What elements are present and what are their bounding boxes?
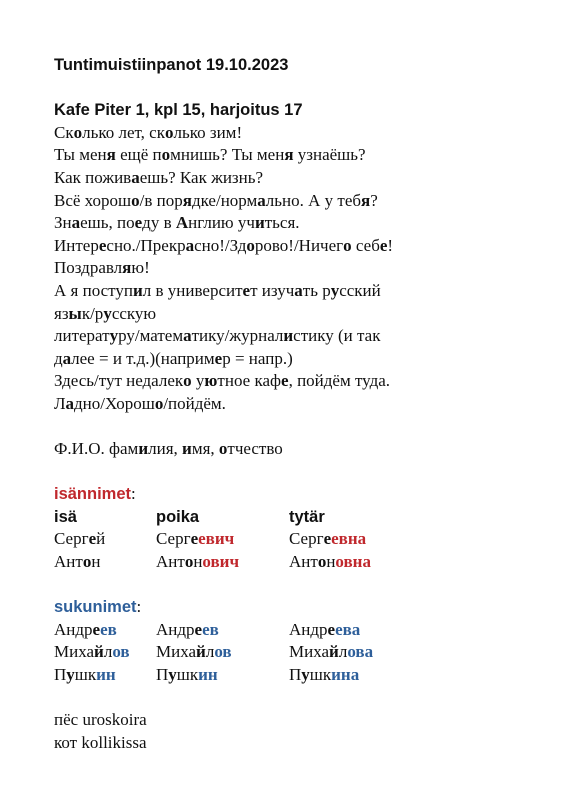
text-segment: д xyxy=(54,348,63,368)
emphasized-text: а xyxy=(185,235,195,255)
text-segment: лько лет, ск xyxy=(82,122,165,142)
emphasized-text: о xyxy=(82,552,92,572)
text-segment: Ск xyxy=(54,122,74,142)
emphasized-text: А xyxy=(175,213,189,233)
emphasized-text: а xyxy=(65,393,75,413)
text-segment: ду в xyxy=(142,213,176,233)
emphasized-text: а xyxy=(257,190,266,210)
emphasized-text: ы xyxy=(68,303,82,323)
emphasized-text: й xyxy=(196,642,206,662)
text-segment: мя, xyxy=(191,439,219,459)
phrase-list xyxy=(54,122,554,416)
text-segment: нглию уч xyxy=(188,213,255,233)
text-segment: узнаёшь? xyxy=(293,145,366,165)
text-segment: Андр xyxy=(156,619,195,639)
text-segment: дке/норм xyxy=(191,190,258,210)
text-segment: тчество xyxy=(227,439,283,459)
text-segment: Мих xyxy=(289,642,322,662)
text-segment: мнишь? Ты мен xyxy=(170,145,285,165)
text-segment: Ант xyxy=(54,552,83,572)
text-segment: лия, xyxy=(148,439,183,459)
text-segment: Ант xyxy=(289,552,318,572)
text-segment: П xyxy=(289,665,302,685)
text-segment: л в университ xyxy=(142,280,243,300)
emphasized-text: овна xyxy=(335,552,371,572)
text-segment: Мих xyxy=(156,642,189,662)
emphasized-text: е xyxy=(281,371,289,391)
text-segment: П xyxy=(54,665,67,685)
emphasized-text: а xyxy=(71,213,81,233)
phrase-line xyxy=(54,393,554,416)
emphasized-text: е xyxy=(98,235,107,255)
emphasized-text: е xyxy=(323,529,332,549)
emphasized-text: ина xyxy=(331,665,360,685)
text-segment: н xyxy=(91,552,101,572)
emphasized-text: о xyxy=(183,371,192,391)
isannimet-heading: isännimet: xyxy=(54,484,136,504)
text-segment: Андр xyxy=(289,619,328,639)
text-segment: /пойдём. xyxy=(163,393,226,413)
phrase-line xyxy=(54,212,554,235)
text-segment: шк xyxy=(74,665,97,685)
emphasized-text: о xyxy=(218,439,228,459)
text-segment: Ты мен xyxy=(54,145,107,165)
table-row xyxy=(54,528,554,551)
text-segment: л xyxy=(338,642,348,662)
phrase-line xyxy=(54,144,554,167)
text-segment: яз xyxy=(54,303,69,323)
emphasized-text: е xyxy=(379,235,388,255)
emphasized-text: а xyxy=(294,280,303,300)
isannimet-header-row xyxy=(54,506,554,529)
emphasized-text: е xyxy=(242,280,251,300)
col-header-tytar: tytär xyxy=(289,507,325,526)
text-segment: /в пор xyxy=(139,190,183,210)
text-segment: ть р xyxy=(302,280,331,300)
emphasized-text: и xyxy=(283,326,294,346)
text-segment: Л xyxy=(54,393,66,413)
table-row xyxy=(54,551,554,574)
emphasized-text: евич xyxy=(198,529,235,549)
phrase-line xyxy=(54,235,554,258)
emphasized-text: ов xyxy=(214,642,232,662)
text-segment: ! xyxy=(387,235,394,255)
text-segment: сский xyxy=(339,280,381,300)
emphasized-text: о xyxy=(317,552,327,572)
emphasized-text: у xyxy=(330,280,340,300)
table-cell xyxy=(289,528,489,551)
text-segment: ться. xyxy=(264,213,300,233)
emphasized-text: ова xyxy=(347,642,374,662)
emphasized-text: и xyxy=(254,213,265,233)
emphasized-text: евна xyxy=(331,529,367,549)
isannimet-table xyxy=(54,528,554,573)
text-segment: Андр xyxy=(54,619,93,639)
vocab-line: кот kollikissa xyxy=(54,732,147,752)
page-title: Tuntimuistiinpanot 19.10.2023 xyxy=(54,56,289,74)
text-segment: р = напр.) xyxy=(222,348,293,368)
emphasized-text: ю xyxy=(204,371,218,391)
text-segment: Поздравл xyxy=(54,258,123,278)
text-segment: н xyxy=(193,552,203,572)
phrase-line xyxy=(54,257,554,280)
text-segment: лько зим! xyxy=(173,122,243,142)
col-header-isa: isä xyxy=(54,507,77,526)
table-cell xyxy=(289,664,489,687)
text-segment: ру/матем xyxy=(118,326,184,346)
emphasized-text: о xyxy=(154,393,164,413)
emphasized-text: я xyxy=(284,145,294,165)
text-segment: литерат xyxy=(54,326,110,346)
text-segment: а xyxy=(86,642,95,662)
table-cell xyxy=(54,641,156,664)
emphasized-text: ева xyxy=(335,619,361,639)
emphasized-text: ев xyxy=(202,619,219,639)
text-segment: ? xyxy=(370,190,378,210)
emphasized-text: е xyxy=(214,348,223,368)
emphasized-text: и xyxy=(132,280,143,300)
emphasized-text: у xyxy=(103,303,112,323)
text-segment: а xyxy=(188,642,197,662)
text-segment: ешь? Как жизнь? xyxy=(139,167,264,187)
text-segment: ю! xyxy=(131,258,150,278)
emphasized-text: у xyxy=(66,665,75,685)
table-cell xyxy=(54,551,156,574)
emphasized-text: о xyxy=(131,190,140,210)
text-segment: Здесь/тут недалек xyxy=(54,371,184,391)
text-segment: л xyxy=(205,642,215,662)
text-segment: Интер xyxy=(54,235,99,255)
text-segment: Ф.И.О. фам xyxy=(54,439,139,459)
col-header-poika: poika xyxy=(156,507,200,526)
emphasized-text: я xyxy=(122,258,132,278)
table-cell xyxy=(54,619,156,642)
text-segment: ешь, по xyxy=(80,213,135,233)
text-segment: тику/журнал xyxy=(191,326,284,346)
table-cell xyxy=(289,551,489,574)
emphasized-text: я xyxy=(361,190,371,210)
vocab-line: пёс uroskoira xyxy=(54,710,147,730)
emphasized-text: я xyxy=(106,145,116,165)
phrase-line xyxy=(54,190,554,213)
text-segment: сно./Прекр xyxy=(106,235,186,255)
lesson-reference: Kafe Piter 1, kpl 15, harjoitus 17 xyxy=(54,101,303,120)
table-row xyxy=(54,641,554,664)
emphasized-text: а xyxy=(62,348,72,368)
document-page xyxy=(54,54,554,754)
emphasized-text: е xyxy=(190,529,199,549)
table-cell xyxy=(289,641,489,664)
text-segment: Ант xyxy=(156,552,185,572)
text-segment: лее = и т.д.)(наприм xyxy=(71,348,215,368)
emphasized-text: ов xyxy=(112,642,130,662)
emphasized-text: е xyxy=(327,619,336,639)
text-segment: П xyxy=(156,665,169,685)
emphasized-text: й xyxy=(329,642,339,662)
table-cell xyxy=(156,619,289,642)
emphasized-text: е xyxy=(92,619,101,639)
text-segment: Зн xyxy=(54,213,72,233)
table-row xyxy=(54,664,554,687)
text-segment: л xyxy=(103,642,113,662)
text-segment: ещё п xyxy=(115,145,162,165)
emphasized-text: е xyxy=(194,619,203,639)
phrase-line xyxy=(54,167,554,190)
emphasized-text: о xyxy=(246,235,255,255)
table-cell xyxy=(54,528,156,551)
phrase-line xyxy=(54,280,554,303)
emphasized-text: е xyxy=(88,529,97,549)
text-segment: , пойдём туда. xyxy=(288,371,391,391)
phrase-line xyxy=(54,370,554,393)
emphasized-text: е xyxy=(134,213,143,233)
emphasized-text: и xyxy=(138,439,149,459)
text-segment: Мих xyxy=(54,642,87,662)
emphasized-text: у xyxy=(109,326,119,346)
text-segment: у xyxy=(191,371,205,391)
text-segment: шк xyxy=(176,665,199,685)
text-segment: рово!/Ничег xyxy=(254,235,344,255)
text-segment: а xyxy=(321,642,330,662)
sukunimet-table xyxy=(54,619,554,687)
emphasized-text: ович xyxy=(202,552,240,572)
text-segment: н xyxy=(326,552,336,572)
text-segment: стику (и так xyxy=(293,326,381,346)
emphasized-text: а xyxy=(131,167,140,187)
text-segment: к/р xyxy=(81,303,104,323)
fio-line xyxy=(54,438,554,461)
text-segment: А я поступ xyxy=(54,280,133,300)
text-segment: Всё хорош xyxy=(54,190,132,210)
emphasized-text: й xyxy=(94,642,104,662)
phrase-line xyxy=(54,303,554,326)
text-segment: шк xyxy=(309,665,332,685)
emphasized-text: и xyxy=(182,439,192,459)
emphasized-text: о xyxy=(73,122,83,142)
table-cell xyxy=(289,619,489,642)
table-cell xyxy=(156,551,289,574)
emphasized-text: ин xyxy=(198,665,218,685)
text-segment: льно. А у теб xyxy=(265,190,362,210)
text-segment: Серг xyxy=(156,529,191,549)
table-cell xyxy=(54,664,156,687)
text-segment: Серг xyxy=(54,529,89,549)
emphasized-text: я xyxy=(182,190,192,210)
emphasized-text: о xyxy=(161,145,171,165)
emphasized-text: ин xyxy=(96,665,116,685)
text-segment: т изуч xyxy=(250,280,295,300)
sukunimet-heading: sukunimet: xyxy=(54,597,142,617)
text-segment: Как пожив xyxy=(54,167,132,187)
phrase-line xyxy=(54,348,554,371)
text-segment: тное каф xyxy=(217,371,282,391)
emphasized-text: а xyxy=(183,326,192,346)
emphasized-text: у xyxy=(301,665,310,685)
table-cell xyxy=(156,528,289,551)
emphasized-text: о xyxy=(164,122,174,142)
emphasized-text: о xyxy=(343,235,352,255)
phrase-line xyxy=(54,325,554,348)
text-segment: сскую xyxy=(111,303,157,323)
text-segment: сно!/Зд xyxy=(194,235,247,255)
text-segment: дно/Хорош xyxy=(74,393,155,413)
phrase-line xyxy=(54,122,554,145)
emphasized-text: у xyxy=(168,665,177,685)
text-segment: Серг xyxy=(289,529,324,549)
text-segment: себ xyxy=(351,235,380,255)
table-row xyxy=(54,619,554,642)
table-cell xyxy=(156,641,289,664)
emphasized-text: о xyxy=(184,552,194,572)
emphasized-text: ев xyxy=(100,619,117,639)
text-segment: й xyxy=(96,529,106,549)
table-cell xyxy=(156,664,289,687)
